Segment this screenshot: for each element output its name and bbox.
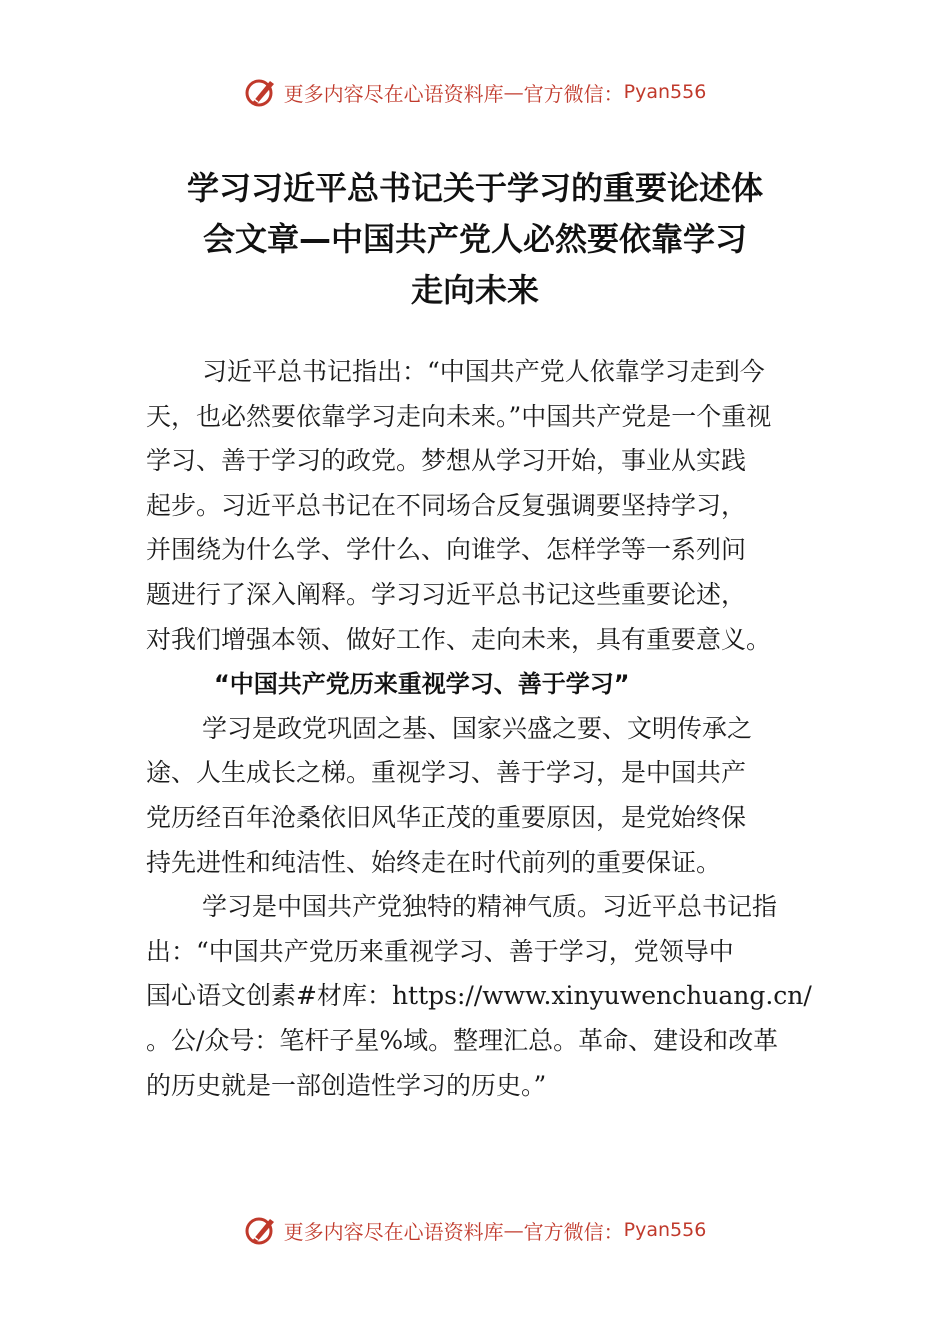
body-line: 并围绕为什么学、学什么、向谁学、怎样学等一系列问: [146, 535, 747, 565]
banner-wechat-id: Pyan556: [623, 1219, 707, 1241]
banner-wechat-id: Pyan556: [623, 81, 707, 103]
body-line: 国心语文创素#材库：https://www.xinyuwenchuang.cn/: [146, 981, 812, 1011]
title-line: 学习习近平总书记关于学习的重要论述体: [186, 169, 763, 207]
banner-dash: —: [503, 1218, 524, 1242]
banner-site-text: 更多内容尽在心语资料库: [283, 81, 504, 106]
banner-wechat-label: 官方微信：: [523, 81, 624, 106]
body-line: 学习是中国共产党独特的精神气质。习近平总书记指: [202, 892, 778, 922]
document-body: [146, 350, 836, 1108]
body-line: 学习、善于学习的政党。梦想从学习开始，事业从实践: [146, 446, 747, 476]
body-line: 党历经百年沧桑依旧风华正茂的重要原因，是党始终保: [146, 802, 747, 832]
footer-banner: [0, 1210, 950, 1250]
body-line: 。公/众号：笔杆子星%域。整理汇总。革命、建设和改革: [146, 1025, 779, 1055]
body-line: 持先进性和纯洁性、始终走在时代前列的重要保证。: [146, 847, 722, 877]
banner-wechat-label: 官方微信：: [523, 1219, 624, 1244]
title-line: 走向未来: [410, 271, 539, 309]
document-title: [120, 163, 830, 316]
banner-dash: —: [503, 80, 524, 104]
body-line: 起步。习近平总书记在不同场合反复强调要坚持学习，: [146, 490, 747, 520]
banner-site-text: 更多内容尽在心语资料库: [283, 1219, 504, 1244]
body-line: 学习是政党巩固之基、国家兴盛之要、文明传承之: [202, 713, 753, 743]
body-line: 对我们增强本领、做好工作、走向未来，具有重要意义。: [146, 624, 772, 654]
pen-in-circle-icon: [244, 1213, 278, 1247]
body-line: 题进行了深入阐释。学习习近平总书记这些重要论述，: [146, 579, 747, 609]
body-line: 天，也必然要依靠学习走向未来。”中国共产党是一个重视: [146, 401, 772, 431]
body-line: 出：“中国共产党历来重视学习、善于学习，党领导中: [146, 936, 734, 966]
section-heading: “中国共产党历来重视学习、善于学习”: [214, 670, 630, 699]
body-line: 的历史就是一部创造性学习的历史。”: [146, 1070, 547, 1100]
pen-in-circle-icon: [244, 75, 278, 109]
body-line: 习近平总书记指出：“中国共产党人依靠学习走到今: [202, 357, 765, 386]
title-line: 会文章—中国共产党人必然要依靠学习: [202, 220, 747, 258]
body-line: 途、人生成长之梯。重视学习、善于学习，是中国共产: [146, 758, 747, 788]
header-banner: [0, 72, 950, 112]
